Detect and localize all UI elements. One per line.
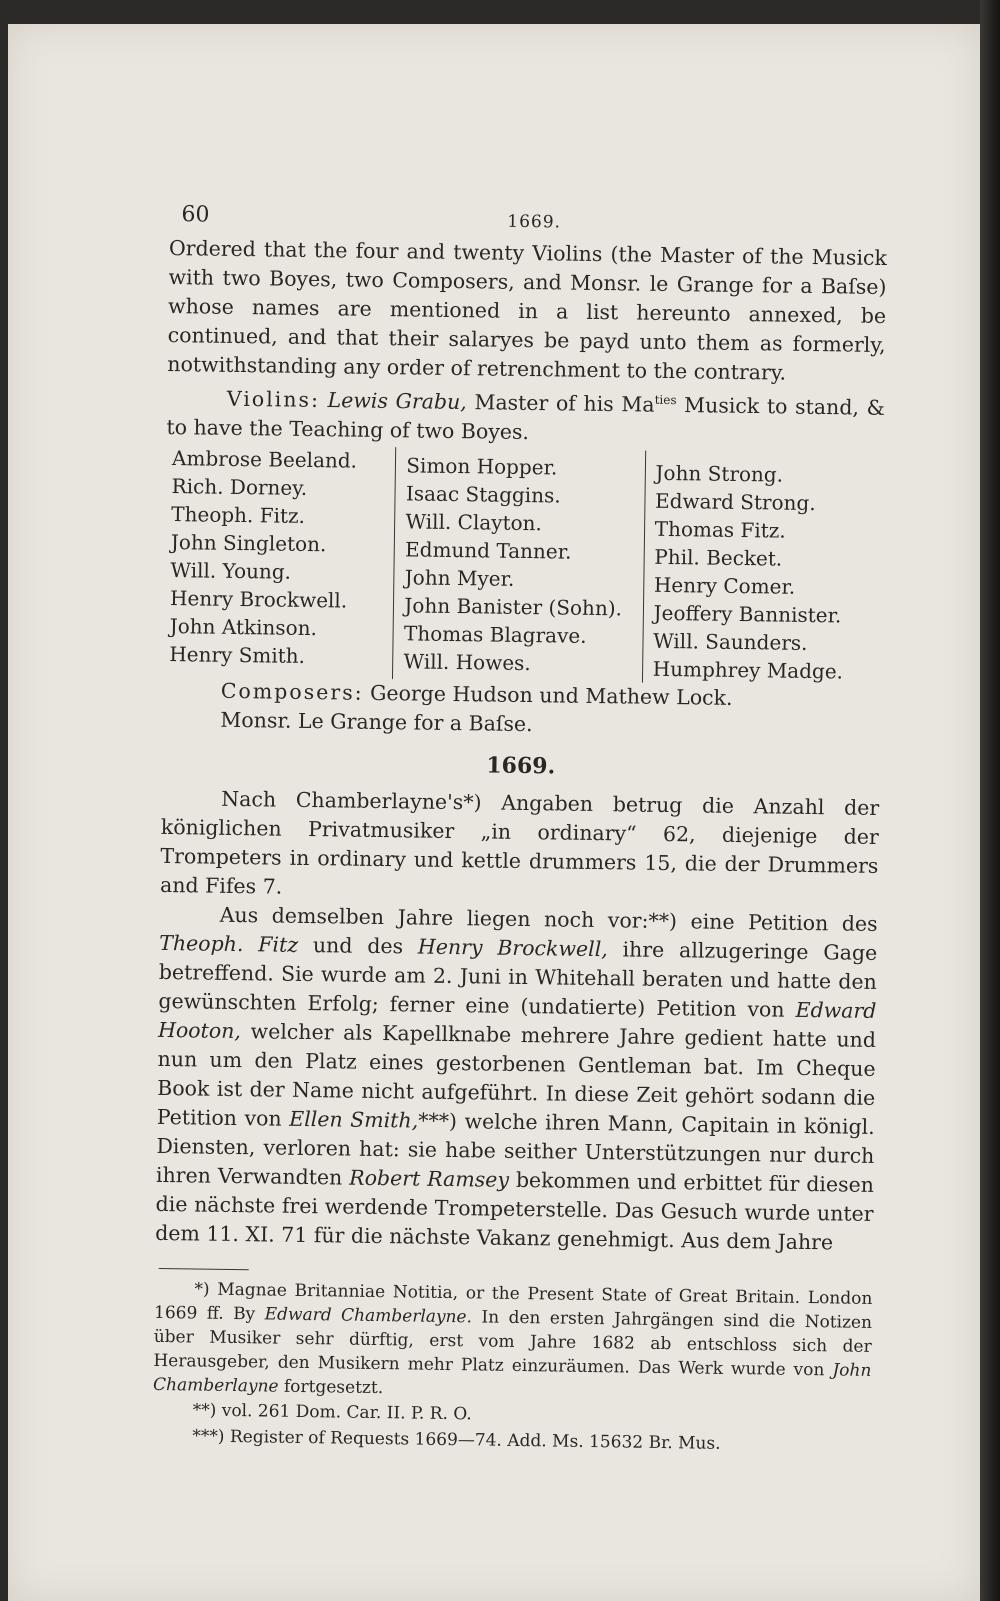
book-edge-shadow [980,0,1000,1601]
name-column-3 [642,450,885,685]
name-column-1 [163,444,396,679]
list-item: Edward Strong. [654,488,816,515]
footnote-ref-2: **) [648,908,678,933]
list-item: Ambrose Beeland. [171,445,358,473]
list-item: Theoph. Fitz. [171,501,306,528]
list-item: Henry Comer. [653,572,796,599]
list-item: Will. Clayton. [405,509,543,536]
footnote-text: vol. 261 Dom. Car. II. P. R. O. [221,1400,472,1425]
paragraph-2-text: welcher als Kapellknabe mehrere Jahre gedient hatte und nun um den Platz eines gestorbenen Gentleman bat. Im Cheque Book ist der Name nicht aufgeführt. In diese Zeit gehört sodann die Petition von [156,1019,877,1131]
paragraph-2-text: ihre allzugeringe Gage betreffend. Sie wurde am 2. Juni in Whitehall beraten und hatte den gewünschten Erfolg; ferner eine (undatierte) Petition von [158,937,878,1022]
paragraph-2-text: und des [312,932,404,959]
list-item: Thomas Fitz. [654,516,786,543]
footnote-1 [153,1277,873,1407]
list-item: Will. Howes. [403,649,531,675]
majesties-superscript: ties [654,392,677,408]
section-heading: 1669. [486,752,556,780]
list-item: Will. Saunders. [653,628,808,655]
violins-label: Violins: [226,386,321,412]
order-paragraph: Ordered that the four and twenty Violins (the Master of the Musick with two Boyes, two Composers, and Monsr. le Grange for a Baſse) whose names are mentioned in a list hereunto annexed, be continued, and that their salaryes be payd unto them as formerly, notwithstanding any order of retrenchment to the contrary. [167,235,888,385]
footnote-ref-1: *) [463,789,482,815]
person-name: Ellen Smith, [289,1106,419,1133]
list-item: John Myer. [404,565,515,591]
name-column-2 [392,447,644,682]
paragraph-1-text-2: Angaben betrug die Anzahl der königlichen Privatmusiker „in ordinary“ 62, diejenige der Trompeters in ordinary und kettle drummers 15, die der Drummers and Fifes 7. [159,790,880,899]
list-item: John Singleton. [170,529,327,557]
list-item: Jeoffery Bannister. [653,600,842,628]
page-number: 60 [181,202,210,228]
violins-text-2: Musick to stand, & to have the Teaching of two Boyes. [166,393,885,444]
author-name: Edward Chamberlayne. [264,1304,473,1328]
footnote-text: Magnae Britanniae Notitia, or the Present State of Great Britain. London 1669 ff. By [153,1279,873,1325]
list-item: Rich. Dorney. [171,473,308,500]
list-item: John Strong. [655,460,784,487]
list-item: Isaac Staggins. [405,481,561,508]
list-item: Henry Brockwell. [169,585,348,613]
paragraph-2-text: welche ihren Mann, Capitain in königl. Diensten, verloren hat: sie habe seither Unterstützungen nur durch ihren Verwandten [155,1109,875,1190]
list-item: Simon Hopper. [406,453,558,480]
composers-label: Composers: [220,678,364,705]
list-item: Edmund Tanner. [404,537,572,564]
footnote-text: In den ersten Jahrgängen sind die Notizen über Musiker sehr dürftig, erst vom Jahre 1682 ab entschloss sich der Herausgeber, den Musikern mehr Platz einzuräumen. Das Werk wurde von [153,1307,873,1381]
person-name: Henry Brockwell, [417,934,608,962]
paragraph-2-text: eine Petition des [690,909,878,936]
page-content [152,174,888,1459]
list-item: John Banister (Sohn). [404,593,623,621]
list-item: Will. Young. [170,557,292,584]
master-name: Lewis Grabu, [327,388,467,414]
violin-name-list [163,444,884,686]
composers-names: George Hudson und Mathew Lock. [369,680,733,710]
list-item: Humphrey Madge. [652,656,844,684]
violins-text: Master of his Ma [474,390,655,417]
list-item: Henry Smith. [169,641,306,668]
running-head [169,174,888,244]
paragraph-2-text: Aus demselben Jahre liegen noch vor: [219,902,649,933]
paragraph-2-text: bekommen und erbittet für diesen die nächste frei werdende Trompeterstelle. Das Gesuch wurde unter dem 11. XI. 71 für die nächste Vakanz genehmigt. Aus dem Jahre [155,1167,875,1255]
list-item: John Atkinson. [169,613,318,640]
footnote-text: fortgesetzt. [283,1376,384,1398]
footnote-marker: *) [194,1279,210,1300]
violins-line [166,379,885,452]
paragraph-1-text: Nach Chamberlayne's [221,786,464,814]
footnote-ref-3: ***) [418,1108,458,1133]
paragraph-1 [160,784,880,910]
person-name: Robert Ramsey [349,1165,510,1192]
list-item: Phil. Becket. [654,544,783,571]
running-head-year: 1669. [507,211,562,233]
footnote-marker: ***) [192,1426,225,1447]
footnote-marker: **) [192,1400,217,1421]
person-name: Edward Hooton, [157,997,877,1043]
footnote-rule [159,1268,249,1270]
paragraph-2 [155,900,878,1258]
footnote-text: Register of Requests 1669—74. Add. Ms. 15632 Br. Mus. [229,1426,721,1454]
person-name: Theoph. Fitz [159,930,299,957]
bass-line: Monsr. Le Grange for a Baſse. [220,707,533,736]
list-item: Thomas Blagrave. [403,621,587,648]
author-name: John Chamberlayne [152,1360,872,1397]
book-page [8,24,980,1601]
